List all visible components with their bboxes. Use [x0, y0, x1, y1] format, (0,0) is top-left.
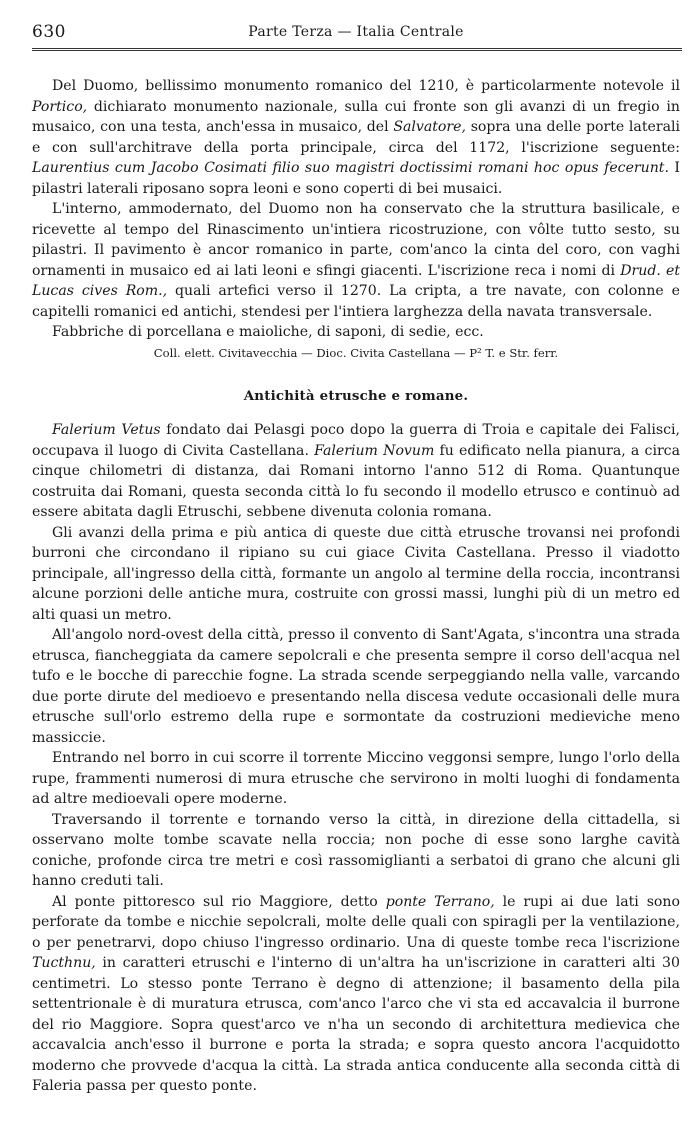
paragraph-text: fu edificato nella pianura, a circa cinque chilometri di distanza, dai Romani intorno l'anno 512 di Roma. Quantunque costruita dai Romani, questa seconda città lo fu secondo il modello etrusco e continuò ad essere abitata dagli Etruschi, sebbene divenuta colonia romana. — [32, 442, 680, 520]
running-title: Parte Terza — Italia Centrale — [248, 24, 464, 40]
paragraph-avanzi: Gli avanzi della prima e più antica di queste due città etrusche trovansi nei profondi burroni che circondano il ripiano su cui giace Civita Castellana. Presso il viadotto principale, all'ingresso della città, formante un angolo al termine della roccia, incontransi alcune porzioni delle antiche mura, costruite con grossi massi, lunghi più di un metro ed alti quasi un metro. — [32, 524, 680, 623]
paragraph-text: I pilastri laterali riposano sopra leoni e sono coperti di bei musaici. — [32, 160, 680, 197]
paragraph-text: dichiarato monumento nazionale, sulla cui fronte son gli avanzi di un fregio in musaico, con una testa, anch'essa in musaico, del — [32, 98, 680, 135]
italic-term: ponte Terrano, — [385, 893, 495, 910]
paragraph-text: L'interno, ammodernato, del Duomo non ha conservato che la struttura basilicale, e ricevette al tempo del Rinascimento un'intiera ricostruzione, con vôlte tutto sesto, su pilastri. Il pavimento è ancor romanico in parte, com'anco la cinta del coro, con vaghi ornamenti in musaico ed ai lati leoni e sfingi giacenti. L'iscrizione reca i nomi di — [32, 201, 680, 279]
paragraph-text: in caratteri etruschi e l'interno di un'altra ha un'iscrizione in caratteri alti 30 centimetri. Lo stesso ponte Terrano è degno di attenzione; il basamento della pila settentrionale è di muratura etrusca, com'anco l'arco che vi sta ed accavalcia il burrone del rio Maggiore. Sopra quest'arco ve n'ha un secondo di architettura medievica che accavalcia anch'esso il burrone e porta la strada; e sopra questo ancora l'acquidotto moderno che provvede d'acqua la città. La strada antica conducente alla seconda città di Faleria passa per questo ponte. — [32, 955, 680, 1094]
paragraph-duomo-portico — [32, 76, 680, 199]
page-number: 630 — [32, 22, 66, 42]
italic-term: Tucthnu, — [32, 955, 96, 971]
paragraph-fabbriche: Fabbriche di porcellana e maioliche, di saponi, di sedie, ecc. — [52, 324, 484, 340]
paragraph-text: quali artefici verso il 1270. La cripta, a tre navate, con colonne e capitelli romanici ed antichi, stendesi per l'intiera larghezza della navata transversale. — [32, 283, 680, 320]
electoral-note: Coll. elett. Civitavecchia — Dioc. Civita Castellana — P² T. e Str. ferr. — [153, 345, 559, 360]
paragraph-ponte-terrano — [32, 892, 680, 1097]
page-header — [32, 22, 680, 46]
paragraph-text: le rupi ai due lati sono perforate da tombe e nicchie sepolcrali, molte delle quali con spiragli per la ventilazione, o per penetrarvi, dopo chiuso l'ingresso ordinario. Una di queste tombe reca l'iscrizione — [32, 893, 680, 951]
italic-term: Salvatore, — [393, 119, 466, 135]
paragraph-torrente: Traversando il torrente e tornando verso la città, in direzione della cittadella, si osservano molte tombe scavate nella roccia; non poche di esse sono larghe cavità coniche, profonde circa tre metri e così rassomiglianti a serbatoi di grano che alcuni gli hanno creduti tali. — [32, 811, 680, 889]
latin-inscription: Laurentius cum Jacobo Cosimati filio suo magistri doctissimi romani hoc opus fecerunt. — [32, 160, 669, 176]
paragraph-text: Al ponte pittoresco sul rio Maggiore, detto — [52, 893, 386, 910]
page-body — [32, 76, 680, 1097]
italic-term: Falerium Novum — [314, 442, 435, 459]
paragraph-text: sopra una delle porte laterali e con sull'architrave della porta principale, circa del 1172, l'iscrizione seguente: — [32, 119, 680, 156]
italic-term: Drud. et Lucas cives Rom., — [32, 262, 680, 299]
paragraph-borro: Entrando nel borro in cui scorre il torrente Miccino veggonsi sempre, lungo l'orlo della rupe, frammenti numerosi di mura etrusche che servirono in molti luoghi di fondamenta ad altre medioevali opere moderne. — [32, 750, 680, 807]
paragraph-duomo-interno — [32, 199, 680, 322]
paragraph-falerium — [32, 420, 680, 523]
paragraph-text: Del Duomo, bellissimo monumento romanico del 1210, è particolarmente notevole il — [52, 78, 680, 94]
header-rule — [32, 48, 682, 51]
italic-term: Falerium Vetus — [52, 422, 161, 438]
section-title: Antichità etrusche e romane. — [243, 387, 469, 404]
italic-term: Portico, — [32, 98, 88, 115]
paragraph-angolo: All'angolo nord-ovest della città, presso il convento di Sant'Agata, s'incontra una strada etrusca, fiancheggiata da camere sepolcrali e che presenta sempre il corso dell'acqua nel tufo e le bocche di parecchie fogne. La strada scende serpeggiando nella valle, varcando due porte dirute del medioevo e presentando nella discesa vedute occasionali delle mura etrusche sull'orlo estremo della rupe e sormontate da costruzioni medieviche meno massiccie. — [32, 627, 680, 746]
paragraph-text: fondato dai Pelasgi poco dopo la guerra di Troia e capitale dei Falisci, occupava il luogo di Civita Castellana. — [32, 422, 681, 459]
